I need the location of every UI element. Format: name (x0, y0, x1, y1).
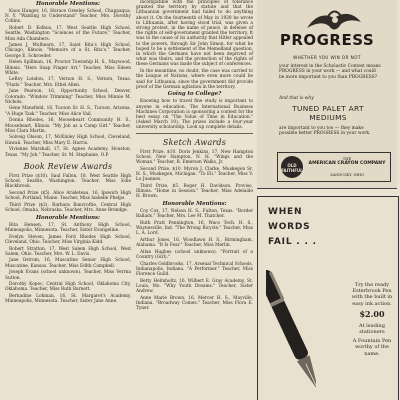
paragraph: Gene Mansfield, 16, Tucson Sr. H. S., Tucson, Arizona. "A Huge Task." Teacher, Miss Alice Vail. (5, 106, 131, 117)
paragraph: Dorothy Kopec, Central High School, Oklahoma City, Oklahoma. Teacher, Miss Ruth Barnett. (5, 282, 131, 293)
ad-headline (268, 205, 338, 250)
paragraph: Jane Pearson, 16, Opportunity School, Denver, Colorado. "Window Trimming" Teacher, Miss Minnie M. Nichols. (5, 89, 131, 105)
ad-paragraph-2: And that is why (279, 96, 314, 101)
section-subheading: Honorable Mentions: (162, 201, 227, 207)
column-middle (136, 0, 253, 313)
esterbrook-pen-advertisement (257, 196, 399, 400)
headline-line-1: WHEN (268, 207, 303, 217)
paragraph: Robert Stratton, 17, West Salem High School, West Salem, Ohio. Teacher, Mrs. W. L. Davis. (5, 246, 131, 257)
paragraph: Donna Rhodes, 16, Mooseheart Community H. S., Mooseheart, Illinois. "My Job as a Camp Girl." Teacher, Miss Clara Martin. (5, 118, 131, 134)
paragraph: Betty Helmholtz, 16, Wilbert E. Gray Academy, St. Louis, Mo. "Why Youth Dreams." Teacher, Sister Andrew. (136, 278, 253, 295)
paragraph: Evelyn Steven, James Ford Rhodes High School, Cleveland, Ohio. Teacher, Miss Virginia Kidd. (5, 234, 131, 245)
paragraph: Jane Ostrom, 16, Muscatine Senior High School, Muscatine, Kansas. Teacher, Miss Edith Campbell. (5, 258, 131, 269)
paragraph: incompatible with the principles of tolerance granted the territory by statute and that the Lithuanian government had failed to do anything about it. On the fourteenth of May in 1930 he wrote to Lithuania, after having stood trial, was given a strong protest, in the name of peace, in defense of the rights of self-government granted the territory. It was in the cause of its authority that Hitler appealed to the powers, through Sir John Simon, for what he hoped to be a settlement of the Memelland question, in which the Germans have not been deprived of what was theirs, and the protection of the rights of these Germans was made the subject of conferences. (136, 0, 253, 68)
section-subheading: Going to College? (167, 91, 222, 98)
paragraph: Arthur Jones, 16, Woodlawn H. S., Birmingham, Alabama. "It Is Fear." Teacher, Miss Merlin. (136, 238, 253, 249)
old-faithful-logo-icon (281, 156, 303, 178)
paragraph: Joseph Evans (school unknown). Teacher, Miss Verrna Sutton. (5, 270, 131, 281)
progress-advertisement (257, 0, 397, 189)
paragraph: First Prize ($10). Saul Fallon, 18, West Seattle High School, Seattle, Washington. Teacher, Miss Edie Blackbrook. (5, 173, 131, 190)
maker-the: THE (342, 156, 352, 161)
paragraph: Robert D. Kolbus, 17, West Seattle High School, Seattle, Washington "Sciences of the Future," Teacher, Miss Ada Chambers. (5, 26, 131, 42)
divider (136, 133, 253, 134)
section-subheading: Honorable Mentions: (35, 1, 101, 7)
paragraph: Allan Hughes (school unknown). "Portrait of a Country (Girl)." (136, 249, 253, 261)
section-heading: Book Review Awards (23, 161, 113, 171)
ad-price: $2.00 (359, 308, 385, 319)
product-name: TUNED PALET ART MEDIUMS (292, 104, 364, 122)
paragraph: In the meantime, no doubt, the case was carried to the League of Nations, where even more could be said for Lithuania, since the government did provide proof of the German agitation in the territory. (136, 69, 253, 90)
paragraph: Bernadine Lohman, 16, St. Margaret's Academy, Minneapolis, Minnesota. Teacher, Sister Jane Anne. (5, 294, 131, 305)
headline-line-2: WORDS (268, 222, 311, 232)
section-subheading: Honorable Mentions: (35, 214, 101, 221)
paragraph: Knox Hunger, 16, Horace Greeley School, Chappaqua, N. Y. "Wanting to Understand" Teacher, Mrs. Dorothy Collins. (5, 9, 131, 25)
fountain-pen-icon (266, 257, 316, 400)
paragraph: Third Prize ($3). Barbara Bancroftie, Central High School, Omaha, Nebraska. Teacher, Mrs. Anne Brendge. (5, 202, 131, 213)
maker-city: SANDUSKY, OHIO (330, 173, 364, 177)
headline-line-3: FAIL . . . (268, 237, 317, 247)
paragraph: James J. Mulhearn, 17, Saint Rita's High School, Chicago, Illinois. "Memoirs of a St. Rita's." Teacher, George E. Schroeder. (5, 43, 131, 59)
ad-body-text-1: Try the ready Esterbrook Pen with the built in easy ink action. (351, 282, 393, 307)
brand-word: PROGRESS (279, 31, 375, 49)
paragraph: Rita Hensen, 17, St. Anthony High School, Minneapolis, Minnesota. Teacher, Sister Evangeline. (5, 222, 131, 233)
paragraph: Charles Goldbrooks, 17, Arsenal Technical Schools, Indianapolis, Indiana. "A Performer." Teacher, Miss Florence Guild. (136, 261, 253, 278)
brand-tagline: WHETHER YOU WIN OR NOT (293, 55, 361, 60)
paragraph: Second Prize, $10. Myron J. Clarke, Muskegon Sr. H. S., Muskegon, Michigan. "To Eli." Teacher, Miss V. Lo Juannes. (136, 166, 253, 183)
paragraph: Coy Cox, 17, Nelson H. S., Fulton, Texas. "Border Ballads." Teacher, Mrs. Lee M. Thatcher. (136, 209, 253, 220)
paragraph: Helen Spillman, 16, Proctor Township H. S., Maywood, Illinois. "Here Snap Finger Art." Teacher, Miss Eileen White. (5, 60, 131, 76)
paragraph: LeRoy London, 17, Vernon H. S., Vernon, Texas. "Finds." Teacher, Mrs. Ethel Allen. (5, 77, 131, 88)
ad-body-text-3: A Fountain Pen worthy of the name. (352, 338, 392, 357)
ad-body-text-2: At leading stationers (359, 322, 385, 336)
maker-name: AMERICAN CRAYON COMPANY (308, 161, 386, 166)
section-heading: Sketch Awards (162, 137, 227, 147)
paragraph: Knowing how to travel fine study is important to anyone in education. The International Business Machines Corporation is sponsoring a contest for the best essay on "The Value of Time in Education." (Asked March 10). The prizes include a four-year university scholarship. Look up complete details. (136, 99, 253, 131)
paragraph: Second Prize ($5). Alice Arisleteau, 16, Ipswich High School, Portland, Maine. Teacher, Miss Isabelle Phelps. (5, 190, 131, 202)
paragraph: First Prize, $10. Doris Jenkins, 17, New Hampton School, New Hampton, N. H. "Wings and the Woman." Teacher, R. Emerson Walks, Jr. (136, 149, 253, 166)
paragraph: Solveig Olsson, 17, McKinley High School, Cleveland, Hawaii. Teacher, Miss Mary E. Harris. (5, 135, 131, 146)
paragraph: Third Prize, $5. Roger H. Davidson, Proviso, Illinois. "Home in Session." Teacher, Miss Adelaide H. Brown. (136, 183, 253, 200)
ad-paragraph-1: your interest in the Scholastic Contest means PROGRESS in your work — and what could be more important to you than PROGRESS? (279, 64, 381, 80)
logo-text: OLD FAITHFUL (281, 163, 303, 174)
paragraph: Ruth Pratt Pennington, 16, Waco Tech. H. S., Waynesville, Ind. "The Wrong Bicycle." Teacher, Miss L. A. Lord. (136, 220, 253, 237)
column-left (5, 0, 131, 306)
paragraph: Vivienne Marshall, 17, St. Agnes Academy, Houston, Texas. "My Job." Teacher, Sr. M. Stephanie, O.P. (5, 147, 131, 158)
maker-box (277, 152, 391, 182)
ad-body (348, 282, 396, 357)
ad-paragraph-3: are important to you too — they make possible better PROGRESS in your work. (279, 126, 371, 137)
paragraph: Anne Marie Brown, 16, Mercer H. S., Mayville, Indiana. "Broadway Comes." Teacher, Miss Flora E. Tyner. (136, 296, 253, 312)
